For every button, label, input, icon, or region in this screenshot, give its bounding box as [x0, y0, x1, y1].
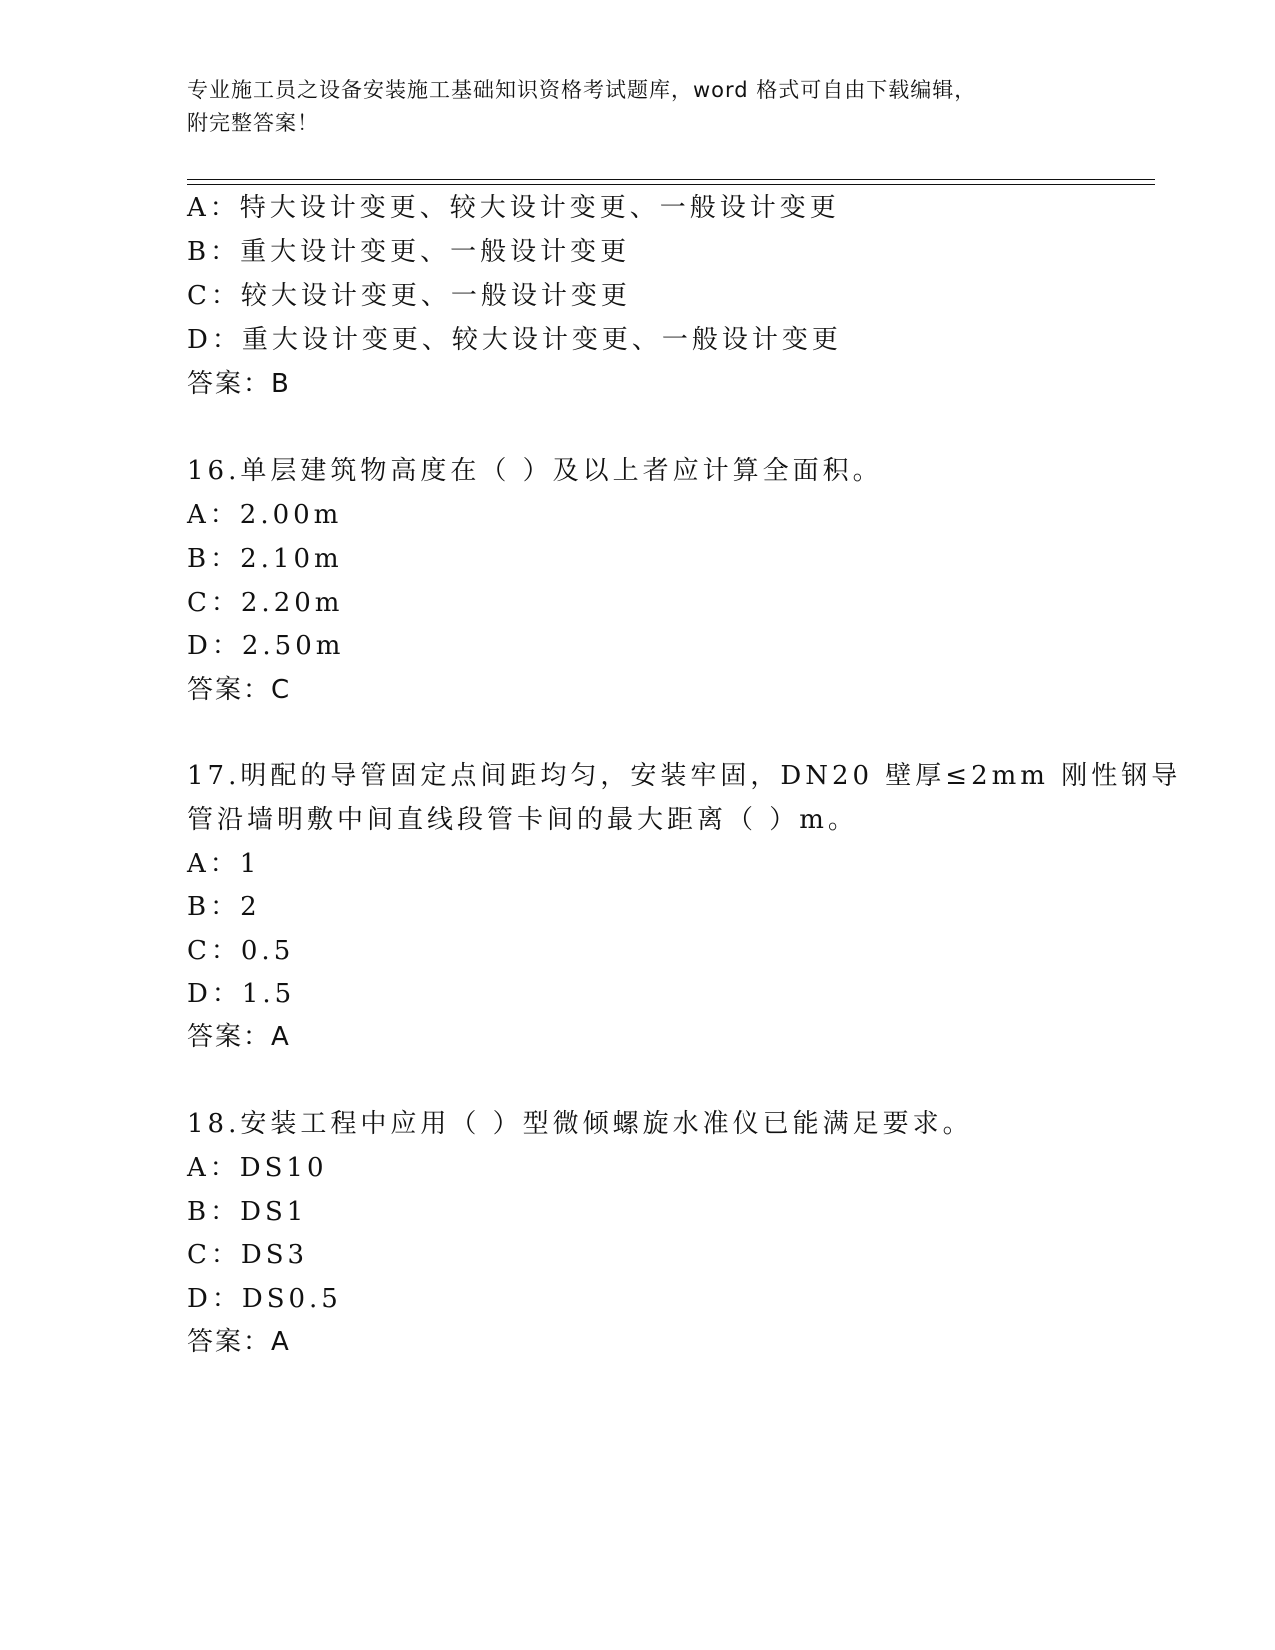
header-divider-top: [187, 179, 1155, 180]
answer: 答案：B: [187, 369, 291, 399]
option-b: B：DS1: [187, 1197, 308, 1227]
option-b: B：2.10m: [187, 544, 343, 574]
option-c: C：较大设计变更、一般设计变更: [187, 281, 631, 311]
answer: 答案：A: [187, 1022, 291, 1052]
header-divider-bottom: [187, 184, 1155, 185]
option-c: C：DS3: [187, 1240, 309, 1270]
option-d: D：DS0.5: [187, 1284, 342, 1314]
header-line-2: 附完整答案！: [187, 111, 319, 135]
option-b: B：重大设计变更、一般设计变更: [187, 237, 631, 267]
question-stem-continued: 管沿墙明敷中间直线段管卡间的最大距离（ ）m。: [187, 805, 858, 835]
question-stem: 17.明配的导管固定点间距均匀，安装牢固，DN20 壁厚≤2mm 刚性钢导: [187, 761, 1182, 791]
option-d: D：1.5: [187, 979, 296, 1009]
option-d: D：重大设计变更、较大设计变更、一般设计变更: [187, 325, 842, 355]
option-c: C：2.20m: [187, 588, 344, 618]
answer: 答案：C: [187, 675, 292, 705]
option-b: B：2: [187, 892, 261, 922]
option-a: A：特大设计变更、较大设计变更、一般设计变更: [187, 193, 840, 223]
option-a: A：DS10: [187, 1153, 328, 1183]
option-c: C：0.5: [187, 936, 295, 966]
option-d: D：2.50m: [187, 631, 345, 661]
answer: 答案：A: [187, 1327, 291, 1357]
question-stem: 16.单层建筑物高度在（ ）及以上者应计算全面积。: [187, 456, 883, 486]
header-line-1: 专业施工员之设备安装施工基础知识资格考试题库，word 格式可自由下载编辑，: [187, 78, 977, 102]
option-a: A：2.00m: [187, 500, 343, 530]
option-a: A：1: [187, 849, 261, 879]
question-stem: 18.安装工程中应用（ ）型微倾螺旋水准仪已能满足要求。: [187, 1109, 973, 1139]
document-header: [187, 74, 1087, 140]
